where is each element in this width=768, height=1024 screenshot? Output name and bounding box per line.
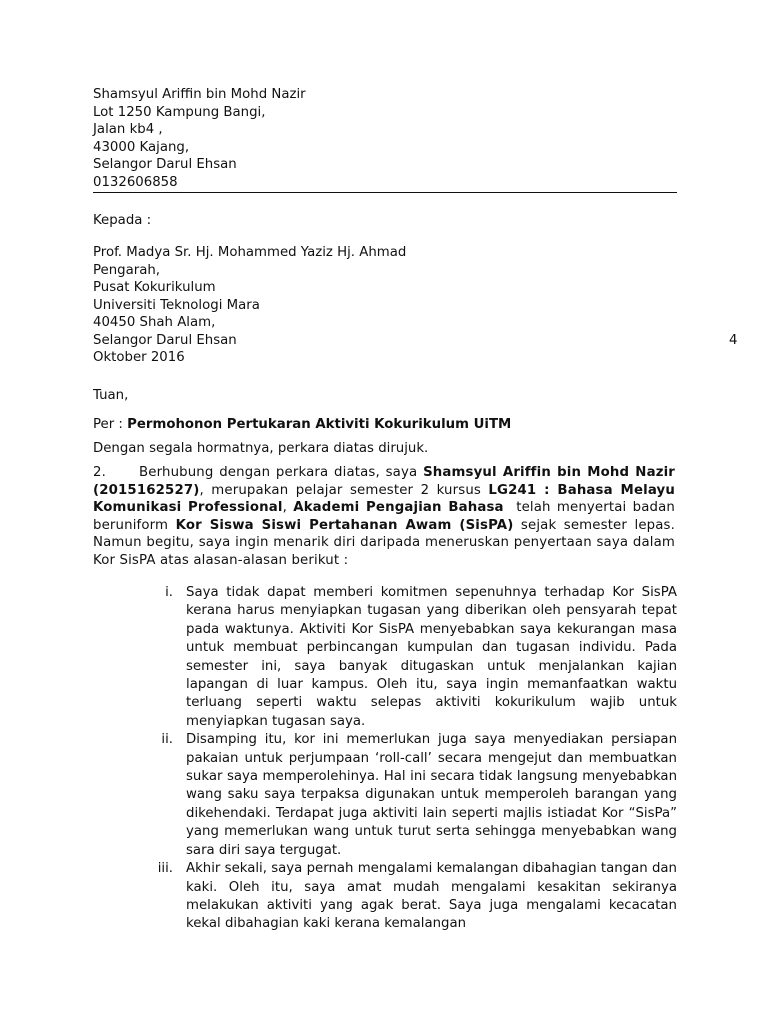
sender-block — [93, 86, 678, 191]
recipient-state: Selangor Darul Ehsan — [93, 332, 237, 348]
list-item-text: Disamping itu, kor ini memerlukan juga saya menyediakan persiapan pakaian untuk perjumpaan ‘roll-call’ secara mengejut dan membuatkan sukar saya memperolehinya. Hal ini secara tidak langsung menyebabkan wang saku saya terpaksa digunakan untuk memperoleh barangan yang dikehendaki. Terdapat juga aktiviti lain seperti majlis istiadat Kor “SisPa” yang memerlukan wang untuk turut serta sehingga menyebabkan wang sara diri saya tergugat. — [186, 732, 677, 858]
paragraph-text: telah menyertai badan beruniform — [93, 500, 675, 533]
list-item — [93, 584, 677, 731]
sender-address-line: 43000 Kajang, — [93, 139, 190, 155]
paragraph-bold: Kor Siswa Siswi Pertahanan Awam (SisPA) — [175, 517, 514, 533]
salutation: Tuan, — [93, 388, 129, 403]
paragraph-text: Berhubung dengan perkara diatas, saya — [139, 465, 418, 480]
sender-address-line: Selangor Darul Ehsan — [93, 157, 237, 172]
sender-phone: 0132606858 — [93, 174, 178, 190]
recipient-block — [93, 244, 738, 367]
sender-address-line: Jalan kb4 , — [93, 122, 163, 137]
sender-address-line: Lot 1250 Kampung Bangi, — [93, 104, 266, 120]
list-item — [93, 731, 677, 860]
recipient-postcode-city: 40450 Shah Alam, — [93, 315, 216, 330]
recipient-title: Pengarah, — [93, 262, 161, 278]
paragraph-text: , — [282, 500, 287, 516]
subject-line — [93, 416, 511, 434]
greeting: Dengan segala hormatnya, perkara diatas dirujuk. — [93, 441, 429, 456]
kepada-label: Kepada : — [93, 213, 152, 228]
subject-prefix: Per : — [93, 417, 123, 432]
paragraph-text: sejak semester lepas. Namun begitu, saya ingin menarik diri daripada meneruskan penyertaan saya dalam Kor SisPA atas alasan-alasan berikut : — [93, 517, 675, 568]
list-item — [93, 860, 677, 934]
sender-name: Shamsyul Ariffin bin Mohd Nazir — [93, 87, 306, 102]
paragraph-text: , merupakan pelajar semester 2 kursus — [199, 482, 481, 498]
recipient-dept: Pusat Kokurikulum — [93, 280, 216, 295]
header-divider — [93, 192, 677, 193]
reasons-list — [93, 584, 677, 934]
list-item-text: Akhir sekali, saya pernah mengalami kemalangan dibahagian tangan dan kaki. Oleh itu, saya amat mudah mengalami kesakitan sekiranya melakukan aktiviti yang agak berat. Saya juga mengalami kecacatan kekal dibahagian kaki kerana kemalangan — [186, 861, 677, 932]
date-month-year: Oktober 2016 — [93, 350, 185, 365]
subject-title: Permohonon Pertukaran Aktiviti Kokurikulum UiTM — [127, 417, 512, 432]
date-day: 4 — [729, 332, 738, 348]
recipient-name: Prof. Madya Sr. Hj. Mohammed Yaziz Hj. Ahmad — [93, 245, 407, 260]
paragraph-2 — [93, 464, 675, 570]
list-numeral: ii. — [161, 732, 173, 748]
paragraph-number: 2. — [93, 465, 106, 480]
list-item-text: Saya tidak dapat memberi komitmen sepenuhnya terhadap Kor SisPA kerana harus menyiapkan tugasan yang diberikan oleh pensyarah tepat pada waktunya. Aktiviti Kor SisPA menyebabkan saya kekurangan masa untuk membuat perbincangan kumpulan dan tugasan individu. Pada semester ini, saya banyak ditugaskan untuk menjalankan kajian lapangan di luar kampus. Oleh itu, saya ingin memanfaatkan waktu terluang seperti waktu selepas aktiviti kokurikulum wajib untuk menyiapkan tugasan saya. — [186, 585, 677, 729]
recipient-university: Universiti Teknologi Mara — [93, 297, 260, 313]
list-numeral: i. — [165, 585, 173, 600]
paragraph-bold: Akademi Pengajian Bahasa — [293, 500, 504, 516]
recipient-state-row — [93, 332, 738, 350]
paragraph-bold: Shamsyul Ariffin bin Mohd Nazir (2015162527) — [93, 465, 676, 498]
list-numeral: iii. — [157, 861, 173, 877]
paragraph-bold: LG241 : Bahasa Melayu Komunikasi Professional — [93, 482, 675, 516]
